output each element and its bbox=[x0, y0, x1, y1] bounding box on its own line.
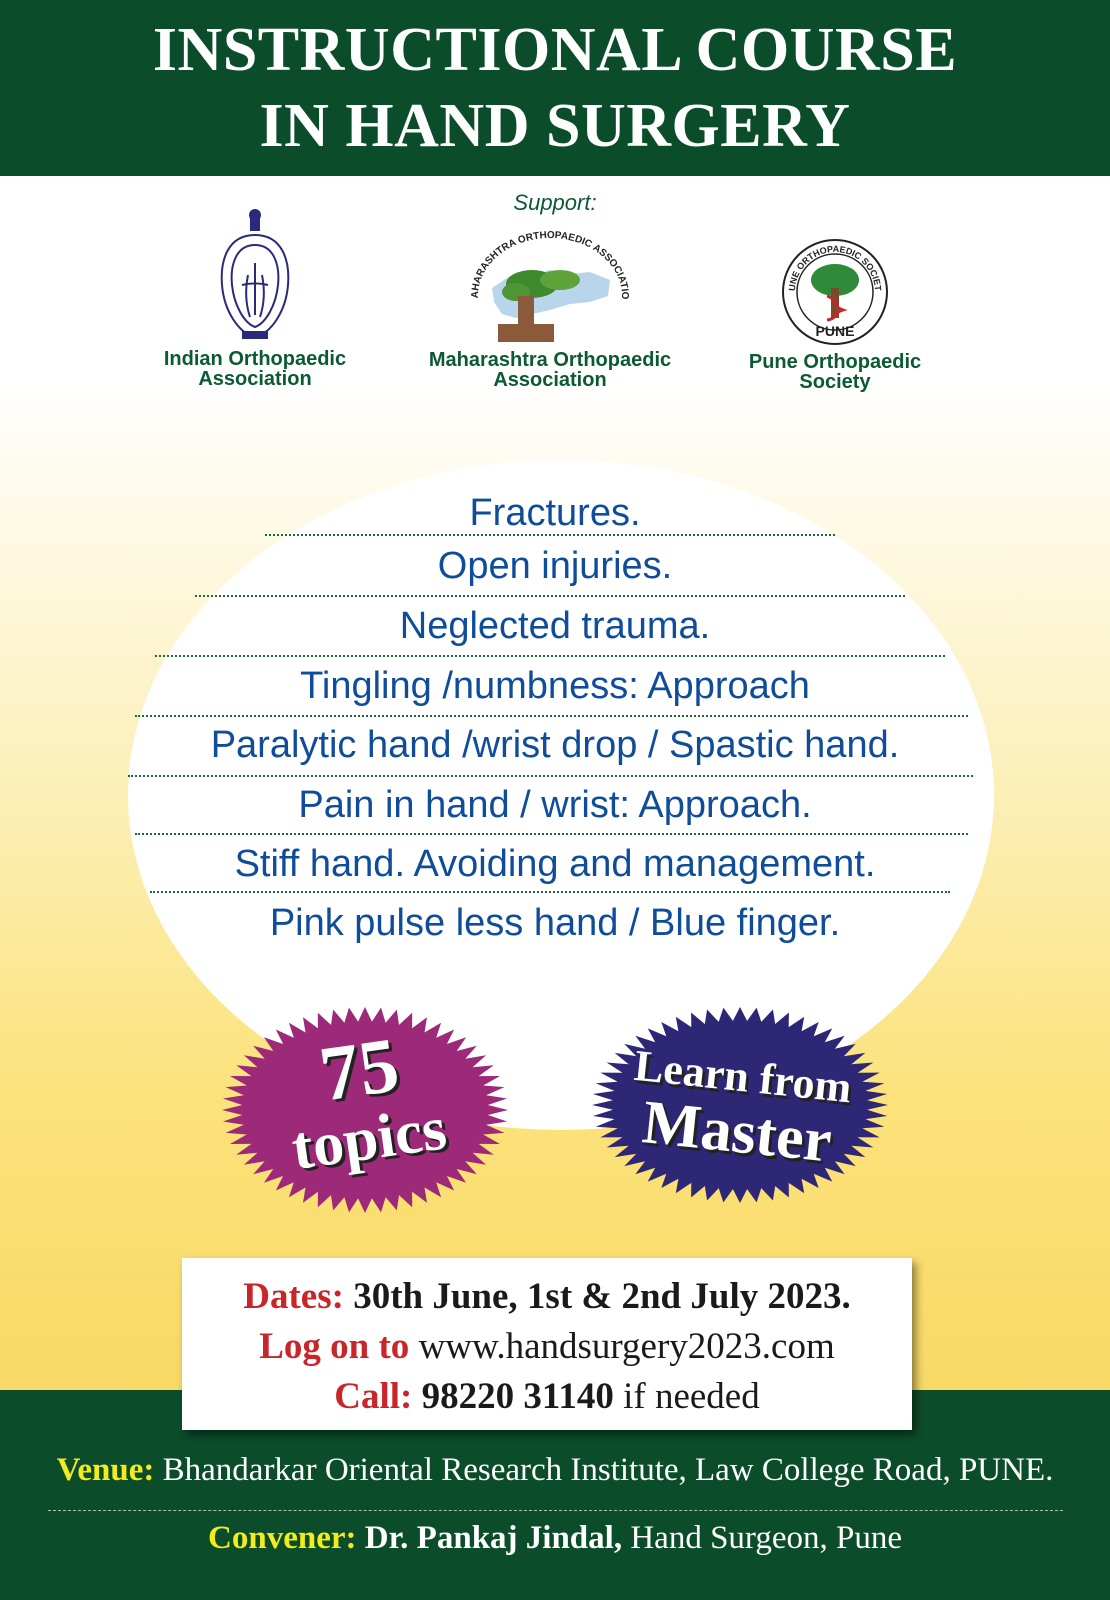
call-suffix: if needed bbox=[623, 1376, 760, 1417]
website-link[interactable]: www.handsurgery2023.com bbox=[418, 1326, 835, 1367]
logo-pos-name-line2: Society bbox=[799, 371, 871, 393]
venue-line bbox=[0, 1452, 1110, 1489]
learn-from-master-text bbox=[580, 990, 899, 1220]
logo-pos-name-line1: Pune Orthopaedic bbox=[748, 351, 922, 373]
info-box bbox=[182, 1258, 912, 1430]
logon-row bbox=[182, 1322, 912, 1372]
venue-value: Bhandarkar Oriental Research Institute, Law College Road, PUNE. bbox=[162, 1452, 1054, 1488]
title-line-2: IN HAND SURGERY bbox=[259, 92, 851, 160]
topic-item: Tingling /numbness: Approach bbox=[300, 665, 810, 707]
logo-moa-name-line1: Maharashtra Orthopaedic bbox=[428, 349, 672, 371]
learn-from-line: Learn from bbox=[632, 1040, 854, 1113]
topic-item: Pink pulse less hand / Blue finger. bbox=[269, 902, 841, 944]
ioa-emblem-icon bbox=[150, 205, 360, 345]
convener-role: Hand Surgeon, Pune bbox=[630, 1520, 902, 1556]
dates-value: 30th June, 1st & 2nd July 2023. bbox=[353, 1276, 851, 1317]
convener-line bbox=[0, 1520, 1110, 1557]
logo-indian-orthopaedic-association bbox=[150, 205, 360, 389]
topic-item: Fractures. bbox=[469, 492, 641, 534]
venue-label: Venue: bbox=[56, 1452, 155, 1488]
logo-maharashtra-orthopaedic-association bbox=[420, 218, 680, 390]
convener-label: Convener: bbox=[208, 1520, 357, 1556]
logo-ioa-name-line1: Indian Orthopaedic bbox=[163, 348, 347, 370]
topics-count-text bbox=[207, 986, 523, 1234]
topic-item: Pain in hand / wrist: Approach. bbox=[298, 784, 812, 826]
master-line: Master bbox=[639, 1088, 835, 1176]
convener-name: Dr. Pankaj Jindal, bbox=[364, 1520, 623, 1556]
topic-item: Paralytic hand /wrist drop / Spastic hand. bbox=[210, 724, 900, 766]
topic-item: Open injuries. bbox=[437, 545, 673, 587]
phone-number[interactable]: 98220 31140 bbox=[421, 1376, 614, 1417]
moa-arc-text: AHARASHTRA ORTHOPAEDIC ASSOCIATIO bbox=[469, 229, 631, 300]
topic-item: Neglected trauma. bbox=[399, 605, 711, 647]
pos-tree-seal-icon bbox=[735, 230, 935, 348]
logo-pune-orthopaedic-society bbox=[735, 230, 935, 392]
title-banner bbox=[0, 0, 1110, 176]
pos-seal-text: PUNE bbox=[815, 323, 855, 339]
logon-label: Log on to bbox=[259, 1326, 410, 1367]
logo-moa-name-line2: Association bbox=[493, 369, 607, 391]
pos-arc-text: UNE ORTHOPAEDIC SOCIET bbox=[786, 243, 884, 292]
call-row bbox=[182, 1372, 912, 1422]
dates-label: Dates: bbox=[243, 1276, 344, 1317]
topics-count-burst bbox=[220, 1005, 510, 1215]
topics-count-label: topics bbox=[287, 1094, 451, 1184]
learn-from-master-burst bbox=[590, 1005, 890, 1205]
topics-count-number: 75 bbox=[314, 1020, 404, 1118]
logo-ioa-name-line2: Association bbox=[198, 368, 312, 390]
title-line-1: INSTRUCTIONAL COURSE bbox=[152, 16, 958, 84]
topic-item: Stiff hand. Avoiding and management. bbox=[234, 843, 876, 885]
footer-divider bbox=[48, 1510, 1063, 1511]
call-label: Call: bbox=[334, 1376, 413, 1417]
support-label: Support: bbox=[513, 190, 597, 215]
dates-row bbox=[182, 1272, 912, 1322]
moa-map-tree-icon bbox=[420, 218, 680, 346]
